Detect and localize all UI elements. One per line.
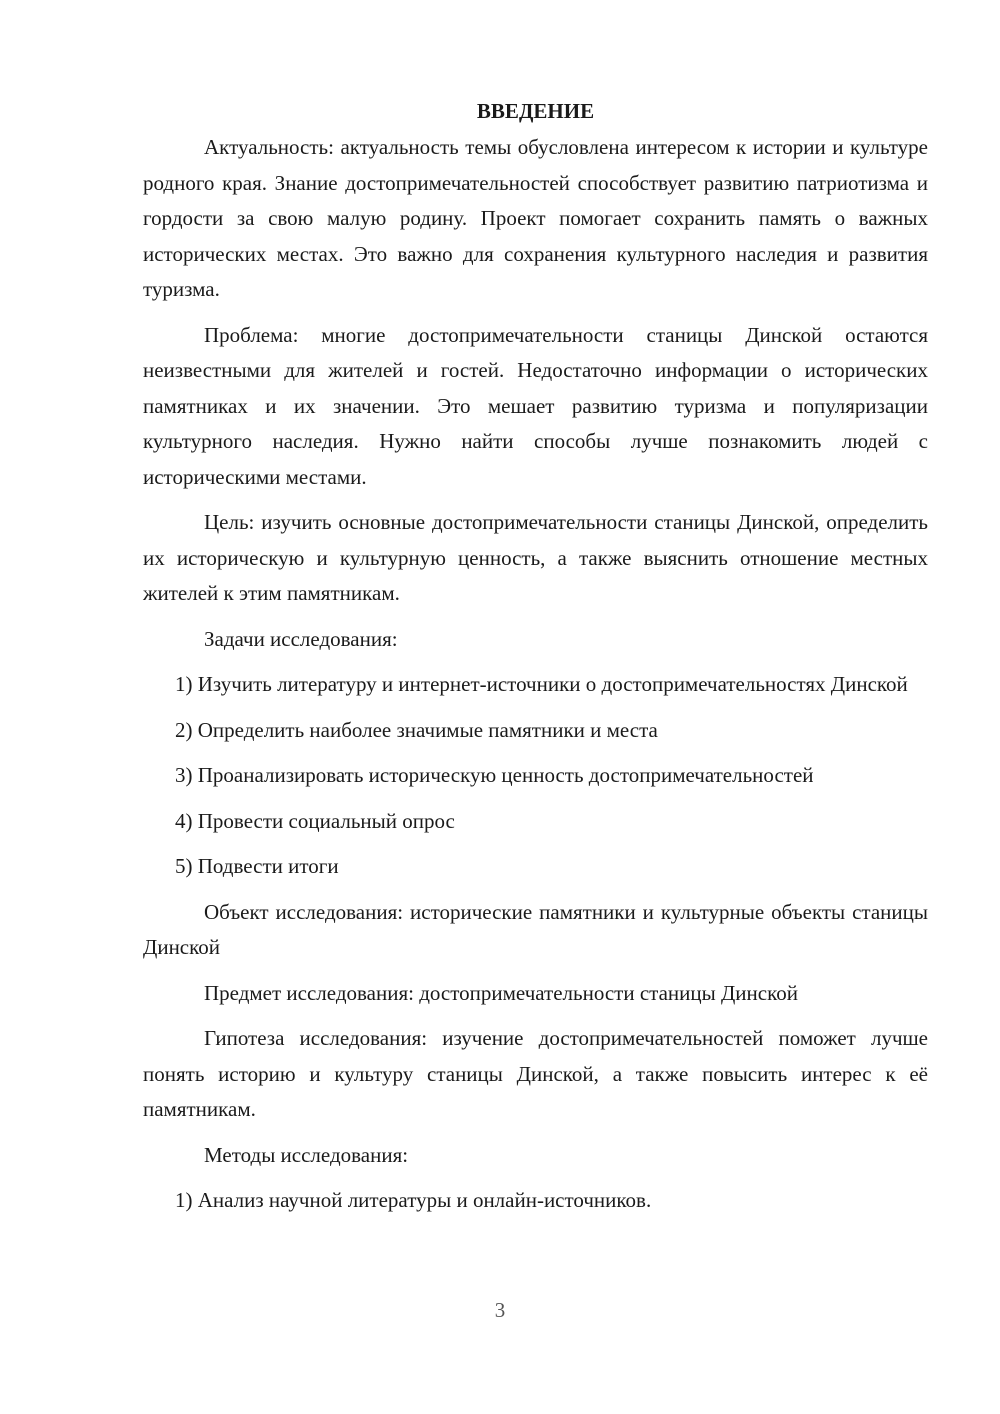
task-item: 3) Проанализировать историческую ценность достопримечательностей — [175, 763, 814, 787]
task-item: 1) Изучить литературу и интернет-источники о достопримечательностях Динской — [175, 672, 908, 696]
methods-heading: Методы исследования: — [204, 1142, 409, 1167]
page-number: 3 — [494, 1298, 506, 1322]
problem-paragraph: Проблема: многие достопримечательности станицы Динской остаются неизвестными для жителей и гостей. Недостаточно информации о исторических памятниках и их значении. Это мешает развитию туризма и популяризации культурного наследия. Нужно найти способы лучше познакомить людей с историческими местами. — [143, 322, 928, 489]
task-item: 4) Провести социальный опрос — [175, 808, 455, 833]
relevance-paragraph: Актуальность: актуальность темы обусловлена интересом к истории и культуре родного края. Знание достопримечательностей способствует развитию патриотизма и гордости за свою малую родину. Проект помогает сохранить память о важных исторических местах. Это важно для сохранения культурного наследия и развития туризма. — [143, 135, 928, 301]
hypothesis-paragraph: Гипотеза исследования: изучение достопримечательностей поможет лучше понять историю и культуру станицы Динской, а также повысить интерес к её памятникам. — [143, 1026, 928, 1121]
document-page — [143, 96, 928, 1229]
method-item: 1) Анализ научной литературы и онлайн-источников. — [175, 1188, 652, 1212]
task-item: 2) Определить наиболее значимые памятники и места — [175, 717, 658, 742]
tasks-heading: Задачи исследования: — [204, 626, 398, 651]
object-paragraph: Объект исследования: исторические памятники и культурные объекты станицы Динской — [143, 899, 928, 959]
task-item: 5) Подвести итоги — [175, 854, 339, 878]
section-title: ВВЕДЕНИЕ — [476, 99, 595, 123]
subject-paragraph: Предмет исследования: достопримечательности станицы Динской — [204, 980, 798, 1005]
goal-paragraph: Цель: изучить основные достопримечательности станицы Динской, определить их историческую и культурную ценность, а также выяснить отношение местных жителей к этим памятникам. — [143, 510, 928, 605]
